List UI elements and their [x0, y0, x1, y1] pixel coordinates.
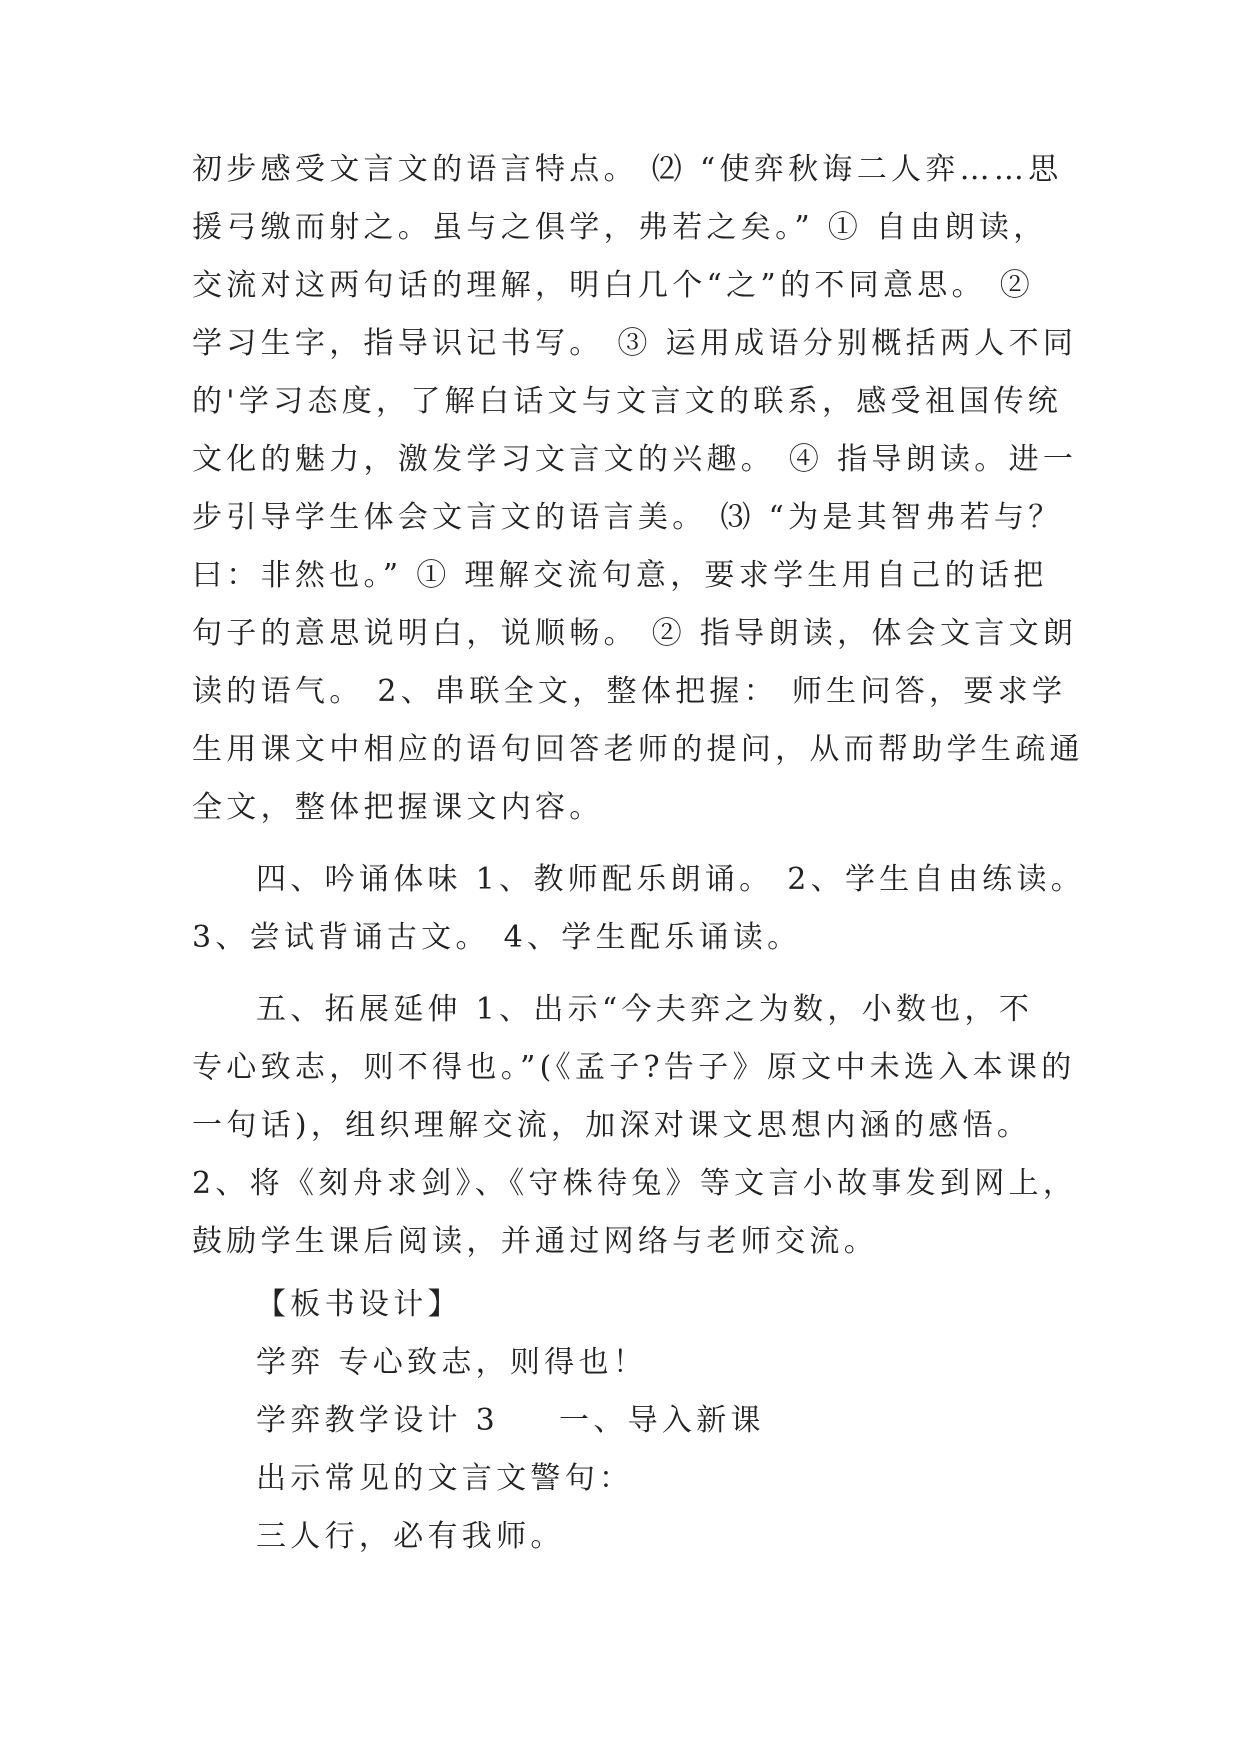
paragraph-line-10: 读的语气。 2、串联全文，整体把握： 师生问答，要求学	[192, 674, 1067, 709]
paragraph-line-7: 步引导学生体会文言文的语言美。 ⑶ “为是其智弗若与？	[192, 500, 1063, 535]
section-5-line-5: 鼓励学生课后阅读，并通过网络与老师交流。	[192, 1224, 878, 1259]
lesson-3-heading-row	[256, 1401, 765, 1441]
paragraph-line-2: 援弓缴而射之。虽与之俱学，弗若之矣。” ① 自由朗读，	[192, 210, 1048, 245]
intro-line-2: 三人行，必有我师。	[256, 1519, 565, 1554]
section-5-line-3: 一句话)，组织理解交流，加深对课文思想内涵的感悟。	[192, 1108, 1032, 1143]
section-5-line-2: 专心致志，则不得也。”(《孟子?告子》原文中未选入本课的	[192, 1050, 1076, 1085]
section-5-line-1: 五、拓展延伸 1、出示“今夫弈之为数，小数也，不	[256, 992, 1034, 1027]
intro-section-title: 一、导入新课	[559, 1403, 765, 1438]
paragraph-line-5: 的'学习态度，了解白话文与文言文的联系，感受祖国传统	[192, 384, 1063, 419]
paragraph-line-1: 初步感受文言文的语言特点。 ⑵ “使弈秋诲二人弈……思	[192, 152, 1063, 187]
paragraph-line-6: 文化的魅力，激发学习文言文的兴趣。 ④ 指导朗读。进一	[192, 442, 1078, 477]
board-design-content: 学弈 专心致志，则得也！	[256, 1345, 648, 1380]
paragraph-line-8: 曰：非然也。” ① 理解交流句意，要求学生用自己的话把	[192, 558, 1048, 593]
section-4-line-1: 四、吟诵体味 1、教师配乐朗诵。 2、学生自由练读。	[256, 862, 1086, 897]
paragraph-line-4: 学习生字，指导识记书写。 ③ 运用成语分别概括两人不同	[192, 326, 1078, 361]
board-design-heading: 【板书设计】	[256, 1287, 462, 1322]
intro-line-1: 出示常见的文言文警句：	[256, 1461, 634, 1496]
paragraph-line-11: 生用课文中相应的语句回答老师的提问，从而帮助学生疏通	[192, 732, 1084, 767]
paragraph-line-12: 全文，整体把握课文内容。	[192, 790, 604, 825]
paragraph-line-9: 句子的意思说明白，说顺畅。 ② 指导朗读，体会文言文朗	[192, 616, 1078, 651]
paragraph-line-3: 交流对这两句话的理解，明白几个“之”的不同意思。 ②	[192, 268, 1035, 303]
lesson-3-title: 学弈教学设计 3	[256, 1403, 500, 1438]
section-4-line-2: 3、尝试背诵古文。 4、学生配乐诵读。	[192, 920, 802, 955]
section-5-line-4: 2、将《刻舟求剑》、《守株待兔》等文言小故事发到网上，	[192, 1166, 1078, 1201]
